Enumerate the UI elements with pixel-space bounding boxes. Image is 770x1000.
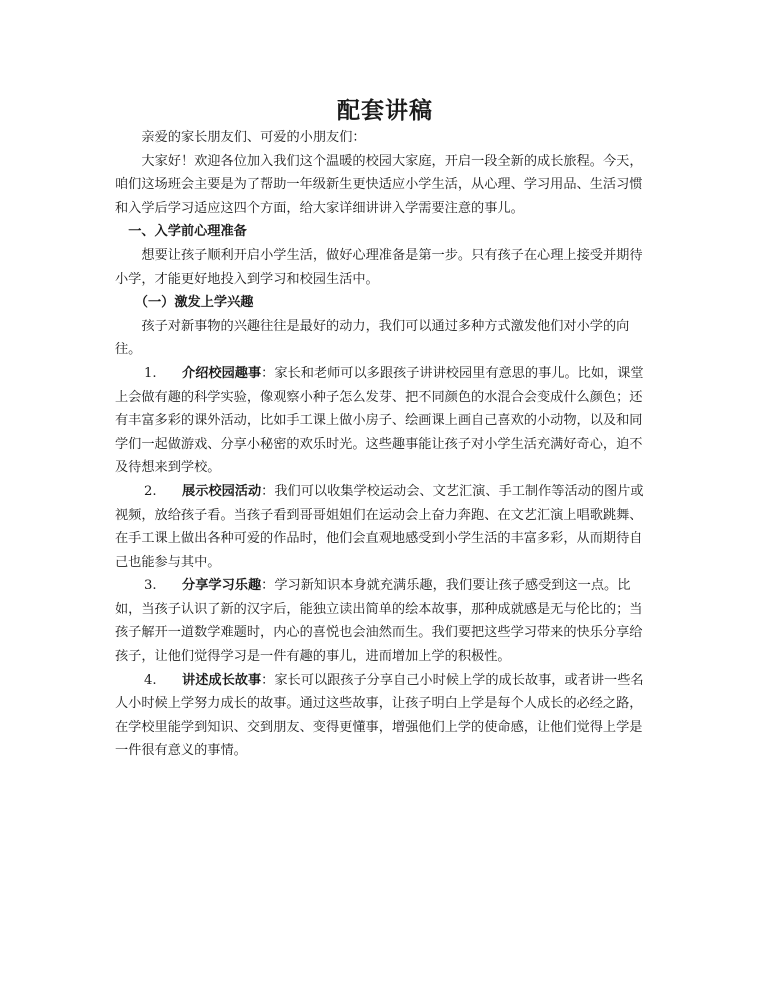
- list-item: [115, 362, 655, 480]
- list-item-lead: 介绍校园趣事: [182, 365, 262, 381]
- document-title: 配套讲稿: [337, 97, 433, 124]
- list-item-number: 3.: [144, 578, 157, 594]
- document-body: [115, 126, 655, 763]
- list-item-number: 1.: [144, 365, 157, 381]
- list-item-lead: 讲述成长故事: [182, 672, 262, 688]
- greeting-paragraph: 亲爱的家长朋友们、可爱的小朋友们：: [141, 130, 366, 145]
- list-item: [115, 669, 655, 763]
- list-item-text: ：家长可以跟孩子分享自己小时候上学的成长故事，或者讲一些名人小时候上学努力成长的故事。通过这些故事，让孩子明白上学是每个人成长的必经之路，在学校里能学到知识、交到朋友、变得更懂事，增强他们上学的使命感，让他们觉得上学是一件很有意义的事情。: [115, 672, 644, 759]
- list-item: [115, 574, 655, 668]
- list-item-lead: 展示校园活动: [182, 483, 262, 499]
- list-item-text: ：家长和老师可以多跟孩子讲讲校园里有意思的事儿。比如，课堂上会做有趣的科学实验，像观察小种子怎么发芽、把不同颜色的水混合会变成什么颜色；还有丰富多彩的课外活动，比如手工课上做小房子、绘画课上画自己喜欢的小动物，以及和同学们一起做游戏、分享小秘密的欢乐时光。这些趣事能让孩子对小学生活充满好奇心，迫不及待想来到学校。: [115, 365, 644, 476]
- list-item-number: 2.: [144, 483, 157, 499]
- list-item-number: 4.: [144, 672, 157, 688]
- list-item: [115, 480, 655, 574]
- subsection-paragraph: 孩子对新事物的兴趣往往是最好的动力，我们可以通过多种方式激发他们对小学的向往。: [115, 318, 630, 358]
- section-paragraph: 想要让孩子顺利开启小学生活，做好心理准备是第一步。只有孩子在心理上接受并期待小学，才能更好地投入到学习和校园生活中。: [115, 247, 643, 287]
- list-item-text: ：学习新知识本身就充满乐趣，我们要让孩子感受到这一点。比如，当孩子认识了新的汉字后，能独立读出简单的绘本故事，那种成就感是无与伦比的；当孩子解开一道数学难题时，内心的喜悦也会油然而生。我们要把这些学习带来的快乐分享给孩子，让他们觉得学习是一件有趣的事儿，进而增加上学的积极性。: [115, 578, 643, 665]
- list-item-text: ：我们可以收集学校运动会、文艺汇演、手工制作等活动的图片或视频，放给孩子看。当孩子看到哥哥姐姐们在运动会上奋力奔跑、在文艺汇演上唱歌跳舞、在手工课上做出各种可爱的作品时，他们会直观地感受到小学生活的丰富多彩，从而期待自己也能参与其中。: [115, 483, 644, 570]
- list-item-lead: 分享学习乐趣: [182, 578, 262, 594]
- section-heading: 一、入学前心理准备: [128, 224, 247, 240]
- subsection-heading: （一）激发上学兴趣: [134, 295, 254, 311]
- intro-paragraph: 大家好！欢迎各位加入我们这个温暖的校园大家庭，开启一段全新的成长旅程。今天，咱们这场班会主要是为了帮助一年级新生更快适应小学生活，从心理、学习用品、生活习惯和入学后学习适应这四个方面，给大家详细讲讲入学需要注意的事儿。: [115, 153, 643, 216]
